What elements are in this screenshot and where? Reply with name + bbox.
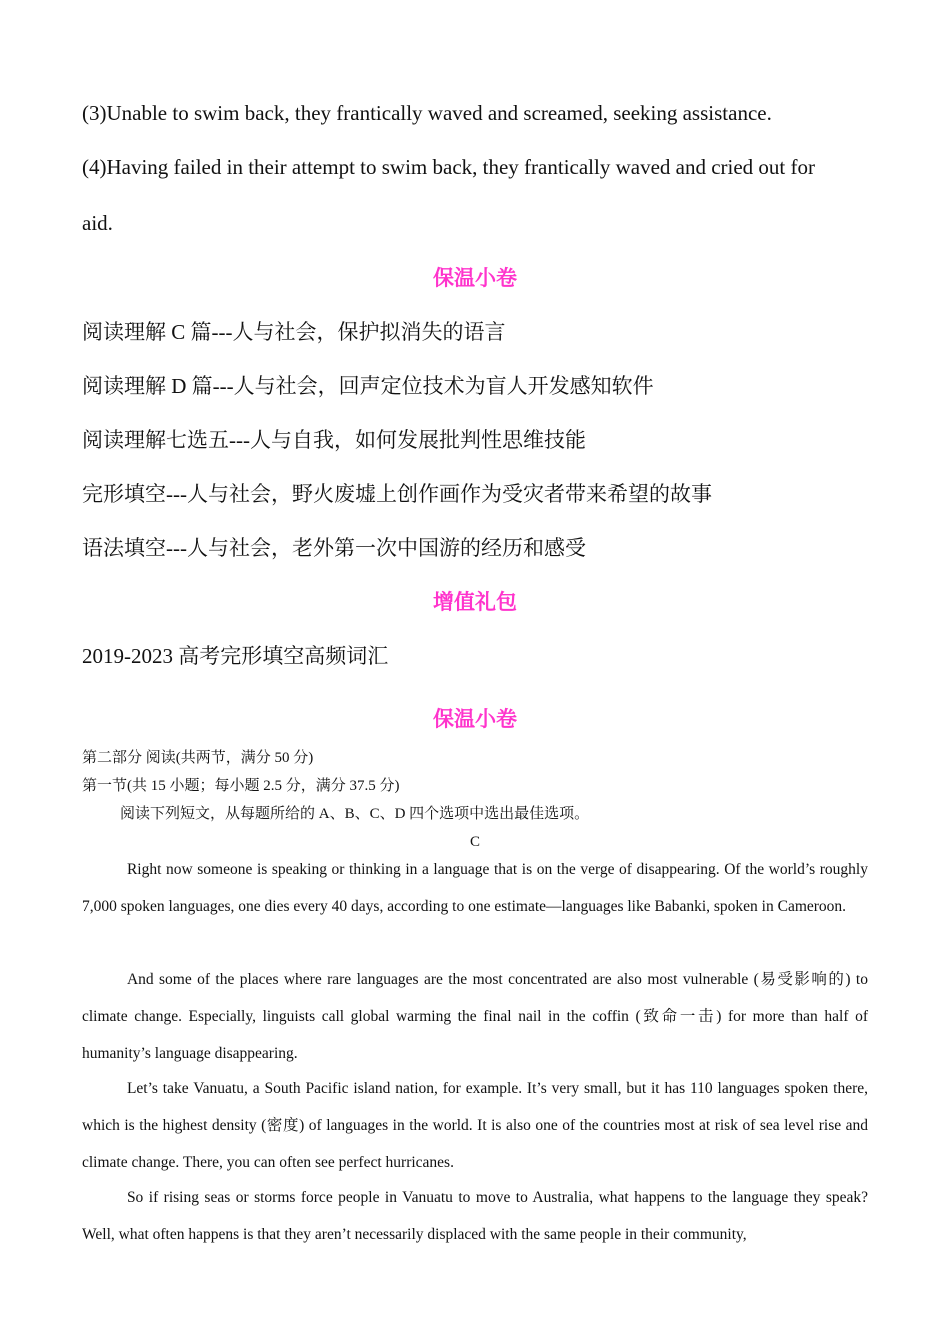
- section-heading-bonus: 增值礼包: [433, 590, 517, 614]
- part-title: 第二部分 阅读(共两节，满分 50 分): [82, 750, 314, 766]
- passage-letter: C: [469, 834, 480, 850]
- instructions: 阅读下列短文，从每题所给的 A、B、C、D 四个选项中选出最佳选项。: [120, 806, 590, 822]
- answer-line-4-continued: aid.: [82, 211, 113, 235]
- bonus-item: 2019-2023 高考完形填空高频词汇: [82, 644, 389, 668]
- answer-line-4: (4)Having failed in their attempt to swim back, they frantically waved and cried out for: [82, 155, 816, 179]
- contents-item: 阅读理解七选五---人与自我，如何发展批判性思维技能: [82, 428, 586, 452]
- passage-paragraph: So if rising seas or storms force people in Vanuatu to move to Australia, what happens to the language they speak? Well, what often happens is that they aren’t necessarily displaced with the same people in their community,: [82, 1189, 868, 1243]
- section-heading-warmup: 保温小卷: [433, 266, 517, 290]
- contents-item: 语法填空---人与社会，老外第一次中国游的经历和感受: [82, 536, 586, 560]
- answer-line-3: (3)Unable to swim back, they frantically waved and screamed, seeking assistance.: [82, 101, 772, 125]
- contents-item: 阅读理解 C 篇---人与社会，保护拟消失的语言: [82, 320, 506, 344]
- contents-item: 完形填空---人与社会，野火废墟上创作画作为受灾者带来希望的故事: [82, 482, 712, 506]
- passage-paragraph: Let’s take Vanuatu, a South Pacific island nation, for example. It’s very small, but it has 110 languages spoken there, which is the highest density (密度) of languages in the world. It is also one of the countries most at risk of sea level rise and climate change. There, you can often see perfect hurricanes.: [82, 1080, 868, 1171]
- contents-item: 阅读理解 D 篇---人与社会，回声定位技术为盲人开发感知软件: [82, 374, 654, 398]
- subsection-title: 第一节(共 15 小题；每小题 2.5 分，满分 37.5 分): [82, 778, 400, 794]
- passage-paragraph: Right now someone is speaking or thinking in a language that is on the verge of disappearing. Of the world’s roughly 7,000 spoken languages, one dies every 40 days, according to one estimate—languages like Babanki, spoken in Cameroon.: [82, 861, 868, 915]
- section-heading-warmup-paper: 保温小卷: [433, 707, 517, 731]
- passage-paragraph: And some of the places where rare languages are the most concentrated are also most vulnerable (易受影响的) to climate change. Especially, linguists call global warming the final nail in the coffin (致命一击) for more than half of humanity’s language disappearing.: [82, 971, 868, 1062]
